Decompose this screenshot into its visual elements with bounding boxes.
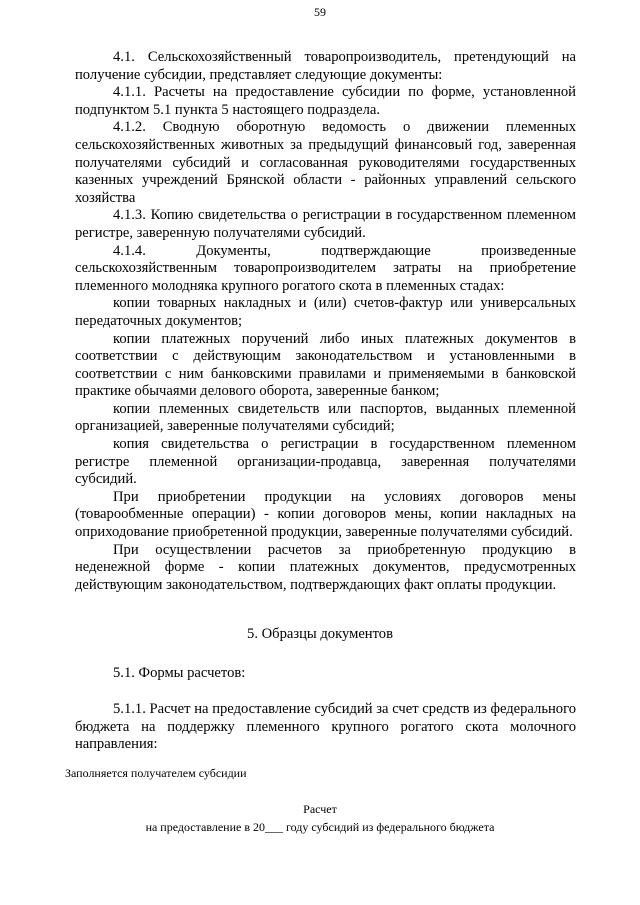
list-item-breeding-certificates: копии племенных свидетельств или паспортов, выданных племенной организацией, заверенные получателями субсидий; bbox=[75, 400, 576, 435]
document-body bbox=[75, 49, 576, 594]
list-item-payment-orders: копии платежных поручений либо иных платежных документов в соответствии с действующим законодательством и установленными в соответствии с ним банковскими правилами и применяемыми в банковской практике обычаями делового оборота, заверенные банком; bbox=[75, 330, 576, 400]
form-title-line-1: Расчет bbox=[303, 802, 337, 816]
list-item-invoices: копии товарных накладных и (или) счетов-фактур или универсальных передаточных документов; bbox=[75, 295, 576, 329]
paragraph-5-1-1: 5.1.1. Расчет на предоставление субсидий за счет средств из федерального бюджета на поддержку племенного крупного рогатого скота молочного направления: bbox=[75, 701, 576, 753]
paragraph-4-1-1: 4.1.1. Расчеты на предоставление субсидии по форме, установленной подпунктом 5.1 пункта 5 настоящего подраздела. bbox=[75, 84, 576, 118]
page-number: 59 bbox=[314, 5, 326, 19]
paragraph-barter: При приобретении продукции на условиях договоров мены (товарообменные операции) - копии договоров мены, копии накладных на оприходование приобретенной продукции, заверенные получателями субсидий. bbox=[75, 488, 576, 541]
paragraph-4-1-3: 4.1.3. Копию свидетельства о регистрации в государственном племенном регистре, заверенную получателями субсидий. bbox=[75, 207, 576, 241]
paragraph-4-1-4: 4.1.4. Документы, подтверждающие произведенные сельскохозяйственным товаропроизводителем затраты на приобретение племенного молодняка крупного рогатого скота в племенных стадах: bbox=[75, 242, 576, 294]
paragraph-non-cash: При осуществлении расчетов за приобретенную продукцию в неденежной форме - копии платежных документов, предусмотренных действующим законодательством, подтверждающих факт оплаты продукции. bbox=[75, 541, 576, 593]
paragraph-4-1: 4.1. Сельскохозяйственный товаропроизводитель, претендующий на получение субсидии, представляет следующие документы: bbox=[75, 49, 576, 83]
section-heading: 5. Образцы документов bbox=[247, 626, 393, 642]
list-item-registry-certificate: копия свидетельства о регистрации в государственном племенном регистре племенной организации-продавца, заверенная получателями субсидий. bbox=[75, 436, 576, 488]
form-title bbox=[0, 800, 640, 836]
paragraph-4-1-2: 4.1.2. Сводную оборотную ведомость о движении племенных сельскохозяйственных животных за предыдущий финансовый год, заверенная получателями субсидий и согласованная руководителями государственных казенных учреждений Брянской области - районных управлений сельского хозяйства bbox=[75, 119, 576, 206]
fill-note: Заполняется получателем субсидии bbox=[65, 766, 247, 780]
form-title-line-2: на предоставление в 20___ году субсидий из федерального бюджета bbox=[145, 820, 495, 834]
subsection-heading: 5.1. Формы расчетов: bbox=[113, 665, 246, 681]
